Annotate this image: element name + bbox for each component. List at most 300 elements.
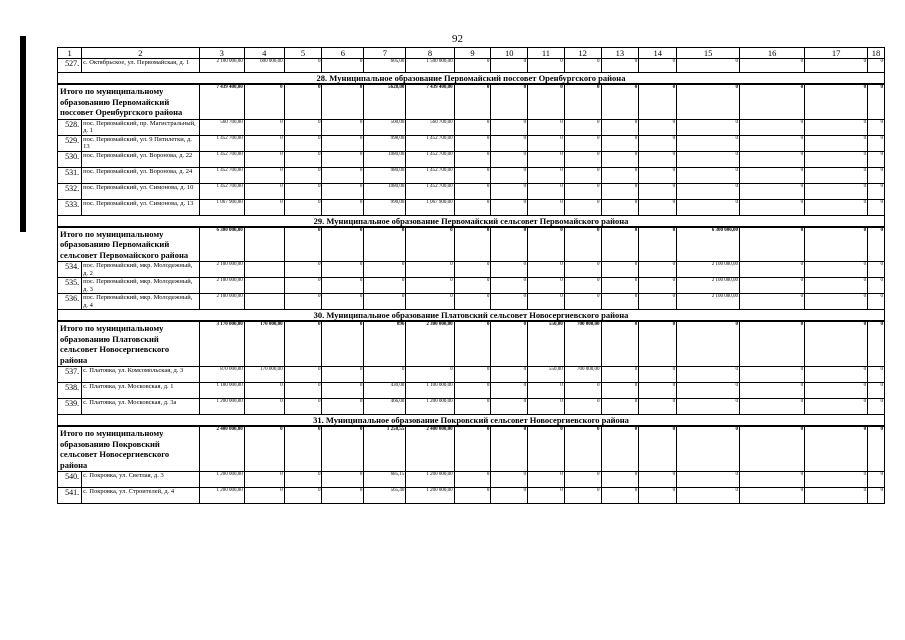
- row-value: 0: [284, 59, 322, 73]
- row-value: 0: [244, 488, 284, 504]
- row-value: 0: [284, 488, 322, 504]
- row-value: 0: [601, 488, 639, 504]
- row-value: 0: [322, 119, 364, 135]
- row-value: 0: [322, 199, 364, 215]
- column-number: 11: [528, 48, 565, 59]
- section-total-row: [58, 426, 885, 472]
- row-value: 0: [639, 262, 677, 278]
- total-value: 0: [639, 321, 677, 367]
- row-value: 0: [528, 488, 565, 504]
- row-value: 0: [639, 199, 677, 215]
- row-value: 0: [491, 151, 528, 167]
- row-value: [244, 262, 284, 278]
- row-value: 0: [244, 199, 284, 215]
- total-value: 0: [244, 84, 284, 119]
- row-number: 538.: [58, 383, 82, 399]
- row-value: 1 500 000,00: [406, 59, 454, 73]
- table-row: [58, 383, 885, 399]
- row-value: 0: [491, 262, 528, 278]
- row-value: 1 200 000,00: [199, 488, 244, 504]
- total-value: 5628,00: [364, 84, 406, 119]
- row-address: пос. Первомайский, мкр. Молодежный, д. 4: [82, 294, 200, 310]
- row-value: 2 100 000,00: [677, 278, 740, 294]
- row-address: пос. Первомайский, ул. Симонова, д. 13: [82, 199, 200, 215]
- row-number: 531.: [58, 167, 82, 183]
- row-value: 2 100 000,00: [199, 278, 244, 294]
- total-value: 0: [639, 426, 677, 472]
- row-value: 0: [454, 383, 491, 399]
- total-value: 0: [868, 84, 885, 119]
- total-value: 0: [740, 426, 805, 472]
- section-title: 31. Муниципальное образование Покровский сельсовет Новосергиевского района: [58, 415, 885, 427]
- row-value: 0: [564, 119, 601, 135]
- total-label: Итого по муниципальному образованию Первомайский поссовет Оренбургского района: [58, 84, 200, 119]
- row-value: 0: [868, 199, 885, 215]
- row-value: 0: [284, 278, 322, 294]
- row-value: 0: [322, 488, 364, 504]
- row-value: 0: [454, 167, 491, 183]
- row-value: 0: [868, 383, 885, 399]
- total-value: 0: [740, 84, 805, 119]
- row-value: 0: [284, 383, 322, 399]
- row-value: 0: [639, 294, 677, 310]
- row-value: 0: [805, 367, 868, 383]
- total-value: 0: [639, 227, 677, 262]
- row-value: 0: [677, 59, 740, 73]
- row-value: 0: [639, 383, 677, 399]
- row-address: с. Платовка, ул. Московская, д. 3а: [82, 399, 200, 415]
- row-value: 0: [564, 135, 601, 151]
- total-value: 0: [322, 426, 364, 472]
- column-number: 3: [199, 48, 244, 59]
- row-value: 170 000,00: [244, 367, 284, 383]
- row-value: 0: [868, 183, 885, 199]
- section-heading-row: [58, 415, 885, 427]
- row-value: 0: [491, 399, 528, 415]
- row-value: 0: [491, 278, 528, 294]
- total-value: 0: [454, 426, 491, 472]
- total-value: 700 000,00: [564, 321, 601, 367]
- row-value: 0: [740, 199, 805, 215]
- total-value: 2 300 000,00: [406, 321, 454, 367]
- row-value: 0: [528, 399, 565, 415]
- row-value: 0: [454, 294, 491, 310]
- row-value: 1 200 000,00: [199, 472, 244, 488]
- row-value: 0: [868, 294, 885, 310]
- row-value: 0: [322, 278, 364, 294]
- column-number-row: [58, 48, 885, 59]
- row-value: 1 452 700,00: [406, 183, 454, 199]
- row-value: 0: [639, 59, 677, 73]
- row-value: 0: [805, 151, 868, 167]
- row-value: 0: [491, 135, 528, 151]
- row-value: 0: [677, 399, 740, 415]
- row-address: с. Платовка, ул. Московская, д. 1: [82, 383, 200, 399]
- row-value: 0: [528, 262, 565, 278]
- row-address: пос. Первомайский, ул. Симонова, д. 10: [82, 183, 200, 199]
- row-value: 0: [528, 278, 565, 294]
- column-number: 8: [406, 48, 454, 59]
- row-value: 1 452 700,00: [406, 135, 454, 151]
- total-value: 0: [677, 321, 740, 367]
- row-number: 541.: [58, 488, 82, 504]
- row-value: 0: [564, 199, 601, 215]
- row-address: пос. Первомайский, пр. Магистральный, д. 1: [82, 119, 200, 135]
- row-value: 0: [406, 294, 454, 310]
- column-number: 6: [322, 48, 364, 59]
- row-value: 0: [677, 199, 740, 215]
- row-value: 0: [639, 119, 677, 135]
- row-value: 0: [491, 119, 528, 135]
- column-number: 10: [491, 48, 528, 59]
- total-value: 0: [491, 84, 528, 119]
- row-value: 0: [639, 472, 677, 488]
- table-row: [58, 294, 885, 310]
- total-value: 0: [805, 321, 868, 367]
- row-value: 1 100 000,00: [406, 383, 454, 399]
- section-heading-row: [58, 73, 885, 85]
- row-address: пос. Первомайский, мкр. Молодежный, д. 3: [82, 278, 200, 294]
- row-value: 0: [868, 399, 885, 415]
- total-value: 0: [406, 227, 454, 262]
- row-value: 0: [805, 472, 868, 488]
- row-value: 1080,00: [364, 183, 406, 199]
- total-value: 0: [868, 227, 885, 262]
- row-value: 0: [454, 472, 491, 488]
- row-value: 0: [454, 278, 491, 294]
- total-value: 0: [601, 321, 639, 367]
- row-value: 0: [528, 383, 565, 399]
- row-number: 536.: [58, 294, 82, 310]
- total-value: 0: [564, 84, 601, 119]
- section-title: 30. Муниципальное образование Платовский сельсовет Новосергиевского района: [58, 310, 885, 322]
- row-value: 0: [284, 399, 322, 415]
- row-number: 529.: [58, 135, 82, 151]
- row-value: 0: [868, 167, 885, 183]
- column-number: 5: [284, 48, 322, 59]
- row-value: 0: [740, 135, 805, 151]
- row-value: 0: [406, 262, 454, 278]
- row-number: 530.: [58, 151, 82, 167]
- row-value: 550,00: [528, 367, 565, 383]
- row-value: 0: [740, 488, 805, 504]
- column-number: 1: [58, 48, 82, 59]
- total-value: 0: [805, 84, 868, 119]
- total-value: 6 300 000,00: [677, 227, 740, 262]
- row-value: 560 700,00: [406, 119, 454, 135]
- row-value: 0: [491, 488, 528, 504]
- total-value: 0: [322, 227, 364, 262]
- row-value: 0: [454, 119, 491, 135]
- row-value: 1 452 700,00: [199, 167, 244, 183]
- row-value: 998,00: [364, 135, 406, 151]
- row-value: 0: [805, 278, 868, 294]
- row-value: 565,40: [364, 488, 406, 504]
- section-total-row: [58, 84, 885, 119]
- row-value: 0: [601, 262, 639, 278]
- total-value: 7 439 400,00: [199, 84, 244, 119]
- total-value: 0: [740, 227, 805, 262]
- column-number: 2: [82, 48, 200, 59]
- total-value: 0: [677, 426, 740, 472]
- row-address: с. Покровка, ул. Строителей, д. 4: [82, 488, 200, 504]
- row-value: 0: [564, 278, 601, 294]
- row-value: 0: [454, 367, 491, 383]
- binding-bar: [20, 36, 26, 232]
- row-value: 0: [868, 151, 885, 167]
- total-value: 3 170 000,00: [199, 321, 244, 367]
- section-title: 29. Муниципальное образование Первомайский сельсовет Первомайского района: [58, 215, 885, 227]
- row-value: 1 452 700,00: [199, 183, 244, 199]
- row-value: 0: [284, 199, 322, 215]
- column-number: 17: [805, 48, 868, 59]
- total-value: 0: [284, 426, 322, 472]
- row-value: 0: [677, 383, 740, 399]
- total-value: 6 300 000,00: [199, 227, 244, 262]
- row-value: 560 700,00: [199, 119, 244, 135]
- row-value: 0: [564, 167, 601, 183]
- row-value: 0: [677, 367, 740, 383]
- section-heading-row: [58, 310, 885, 322]
- row-value: 0: [564, 294, 601, 310]
- row-value: 605,00: [364, 59, 406, 73]
- row-value: 0: [639, 135, 677, 151]
- row-value: 0: [322, 151, 364, 167]
- total-value: 0: [528, 84, 565, 119]
- total-value: 896: [364, 321, 406, 367]
- row-value: 2 100 000,00: [677, 294, 740, 310]
- row-value: 2 100 000,00: [677, 262, 740, 278]
- row-value: 1 067 900,00: [406, 199, 454, 215]
- row-value: 0: [677, 135, 740, 151]
- row-value: 0: [244, 399, 284, 415]
- row-value: 0: [454, 488, 491, 504]
- section-total-row: [58, 321, 885, 367]
- row-value: 685,15: [364, 472, 406, 488]
- total-value: [244, 227, 284, 262]
- total-value: 0: [491, 426, 528, 472]
- row-value: 0: [491, 367, 528, 383]
- row-value: 0: [454, 151, 491, 167]
- row-value: 0: [244, 135, 284, 151]
- row-value: 700 000,00: [564, 367, 601, 383]
- total-value: 0: [454, 84, 491, 119]
- row-value: 500,00: [364, 119, 406, 135]
- total-value: 0: [491, 321, 528, 367]
- row-value: 0: [322, 294, 364, 310]
- row-value: 0: [805, 294, 868, 310]
- row-value: 0: [740, 367, 805, 383]
- table-row: [58, 262, 885, 278]
- table-body: [58, 48, 885, 504]
- row-value: 0: [322, 472, 364, 488]
- row-value: 0: [677, 472, 740, 488]
- total-value: 0: [322, 321, 364, 367]
- column-number: 16: [740, 48, 805, 59]
- table-row: [58, 119, 885, 135]
- row-value: 0: [322, 367, 364, 383]
- row-value: 0: [454, 135, 491, 151]
- row-value: 0: [528, 59, 565, 73]
- row-value: 0: [677, 183, 740, 199]
- row-value: 0: [491, 59, 528, 73]
- column-number: 18: [868, 48, 885, 59]
- row-value: 0: [528, 151, 565, 167]
- total-value: 0: [805, 227, 868, 262]
- row-value: 0: [244, 167, 284, 183]
- row-value: 0: [528, 294, 565, 310]
- row-value: 0: [364, 278, 406, 294]
- total-value: 0: [491, 227, 528, 262]
- column-number: 9: [454, 48, 491, 59]
- total-value: 0: [740, 321, 805, 367]
- row-number: 540.: [58, 472, 82, 488]
- row-value: 0: [491, 294, 528, 310]
- row-value: 2 100 000,00: [199, 59, 244, 73]
- row-value: 0: [639, 183, 677, 199]
- total-value: 1 250,55: [364, 426, 406, 472]
- row-value: 0: [322, 183, 364, 199]
- row-number: 527.: [58, 59, 82, 73]
- row-value: 1 452 700,00: [406, 151, 454, 167]
- row-value: 1 452 700,00: [199, 135, 244, 151]
- register-table: [57, 47, 885, 504]
- row-value: [244, 294, 284, 310]
- row-value: 2 100 000,00: [199, 262, 244, 278]
- row-value: 1 200 000,00: [406, 472, 454, 488]
- section-title: 28. Муниципальное образование Первомайский поссовет Оренбургского района: [58, 73, 885, 85]
- row-address: пос. Первомайский, мкр. Молодежный, д. 2: [82, 262, 200, 278]
- row-value: 1 067 900,00: [199, 199, 244, 215]
- row-value: 0: [740, 151, 805, 167]
- row-value: 0: [740, 399, 805, 415]
- row-value: 1 200 000,00: [199, 399, 244, 415]
- row-value: 0: [406, 278, 454, 294]
- row-number: 535.: [58, 278, 82, 294]
- row-value: 0: [284, 472, 322, 488]
- row-value: 0: [491, 199, 528, 215]
- row-value: 0: [740, 183, 805, 199]
- row-value: 0: [322, 383, 364, 399]
- total-value: 0: [528, 426, 565, 472]
- total-value: 0: [322, 84, 364, 119]
- row-number: 532.: [58, 183, 82, 199]
- row-value: 0: [528, 135, 565, 151]
- row-value: 0: [639, 278, 677, 294]
- row-value: 0: [677, 151, 740, 167]
- row-value: 0: [601, 367, 639, 383]
- row-value: 0: [284, 135, 322, 151]
- total-value: 0: [868, 321, 885, 367]
- row-value: 1 452 700,00: [199, 151, 244, 167]
- row-value: 0: [805, 135, 868, 151]
- total-value: 0: [284, 84, 322, 119]
- row-value: 0: [528, 472, 565, 488]
- row-value: 1 200 000,00: [406, 399, 454, 415]
- row-number: 533.: [58, 199, 82, 215]
- row-value: 0: [364, 367, 406, 383]
- row-value: 0: [601, 119, 639, 135]
- row-value: 0: [528, 183, 565, 199]
- row-value: 0: [677, 167, 740, 183]
- row-value: 0: [244, 151, 284, 167]
- row-value: 0: [564, 399, 601, 415]
- row-value: 2 100 000,00: [199, 294, 244, 310]
- total-value: 0: [639, 84, 677, 119]
- row-value: 0: [805, 59, 868, 73]
- row-value: 466,00: [364, 399, 406, 415]
- total-value: 0: [528, 227, 565, 262]
- total-value: 0: [284, 227, 322, 262]
- total-value: 0: [454, 321, 491, 367]
- row-value: 0: [868, 119, 885, 135]
- table-row: [58, 151, 885, 167]
- table-row: [58, 59, 885, 73]
- row-value: 0: [564, 151, 601, 167]
- row-value: 0: [805, 119, 868, 135]
- table-row: [58, 488, 885, 504]
- row-value: 0: [601, 278, 639, 294]
- table-row: [58, 199, 885, 215]
- row-number: 534.: [58, 262, 82, 278]
- row-value: 0: [601, 135, 639, 151]
- total-value: 0: [564, 227, 601, 262]
- row-value: 0: [564, 383, 601, 399]
- row-value: 0: [740, 294, 805, 310]
- row-address: с. Октябрьское, ул. Первомайская, д. 1: [82, 59, 200, 73]
- row-value: 0: [491, 383, 528, 399]
- row-value: 0: [805, 199, 868, 215]
- row-value: 0: [454, 262, 491, 278]
- section-heading-row: [58, 215, 885, 227]
- row-value: 0: [284, 262, 322, 278]
- total-value: 0: [868, 426, 885, 472]
- row-number: 537.: [58, 367, 82, 383]
- total-value: 0: [454, 227, 491, 262]
- row-value: 0: [740, 167, 805, 183]
- row-value: 0: [491, 183, 528, 199]
- row-value: 0: [244, 472, 284, 488]
- row-value: 0: [639, 167, 677, 183]
- row-value: 1080,00: [364, 151, 406, 167]
- row-value: 0: [322, 262, 364, 278]
- section-total-row: [58, 227, 885, 262]
- page-number: 92: [452, 33, 463, 45]
- row-value: 0: [284, 367, 322, 383]
- column-number: 7: [364, 48, 406, 59]
- row-value: 0: [322, 399, 364, 415]
- row-value: 1 452 700,00: [406, 167, 454, 183]
- total-label: Итого по муниципальному образованию Первомайский сельсовет Первомайского района: [58, 227, 200, 262]
- row-value: 0: [740, 472, 805, 488]
- row-value: 0: [740, 59, 805, 73]
- row-value: 0: [454, 399, 491, 415]
- row-value: 0: [868, 488, 885, 504]
- row-value: 0: [244, 183, 284, 199]
- row-value: 0: [284, 119, 322, 135]
- row-value: 0: [322, 167, 364, 183]
- row-value: 0: [868, 59, 885, 73]
- row-value: 1 100 000,00: [199, 383, 244, 399]
- total-value: 0: [677, 84, 740, 119]
- row-value: 0: [740, 278, 805, 294]
- row-address: с. Платовка, ул. Комсомольская, д. 3: [82, 367, 200, 383]
- row-value: 600 000,00: [244, 59, 284, 73]
- row-value: 430,00: [364, 383, 406, 399]
- column-number: 4: [244, 48, 284, 59]
- total-value: 2 400 000,00: [199, 426, 244, 472]
- row-value: 0: [454, 59, 491, 73]
